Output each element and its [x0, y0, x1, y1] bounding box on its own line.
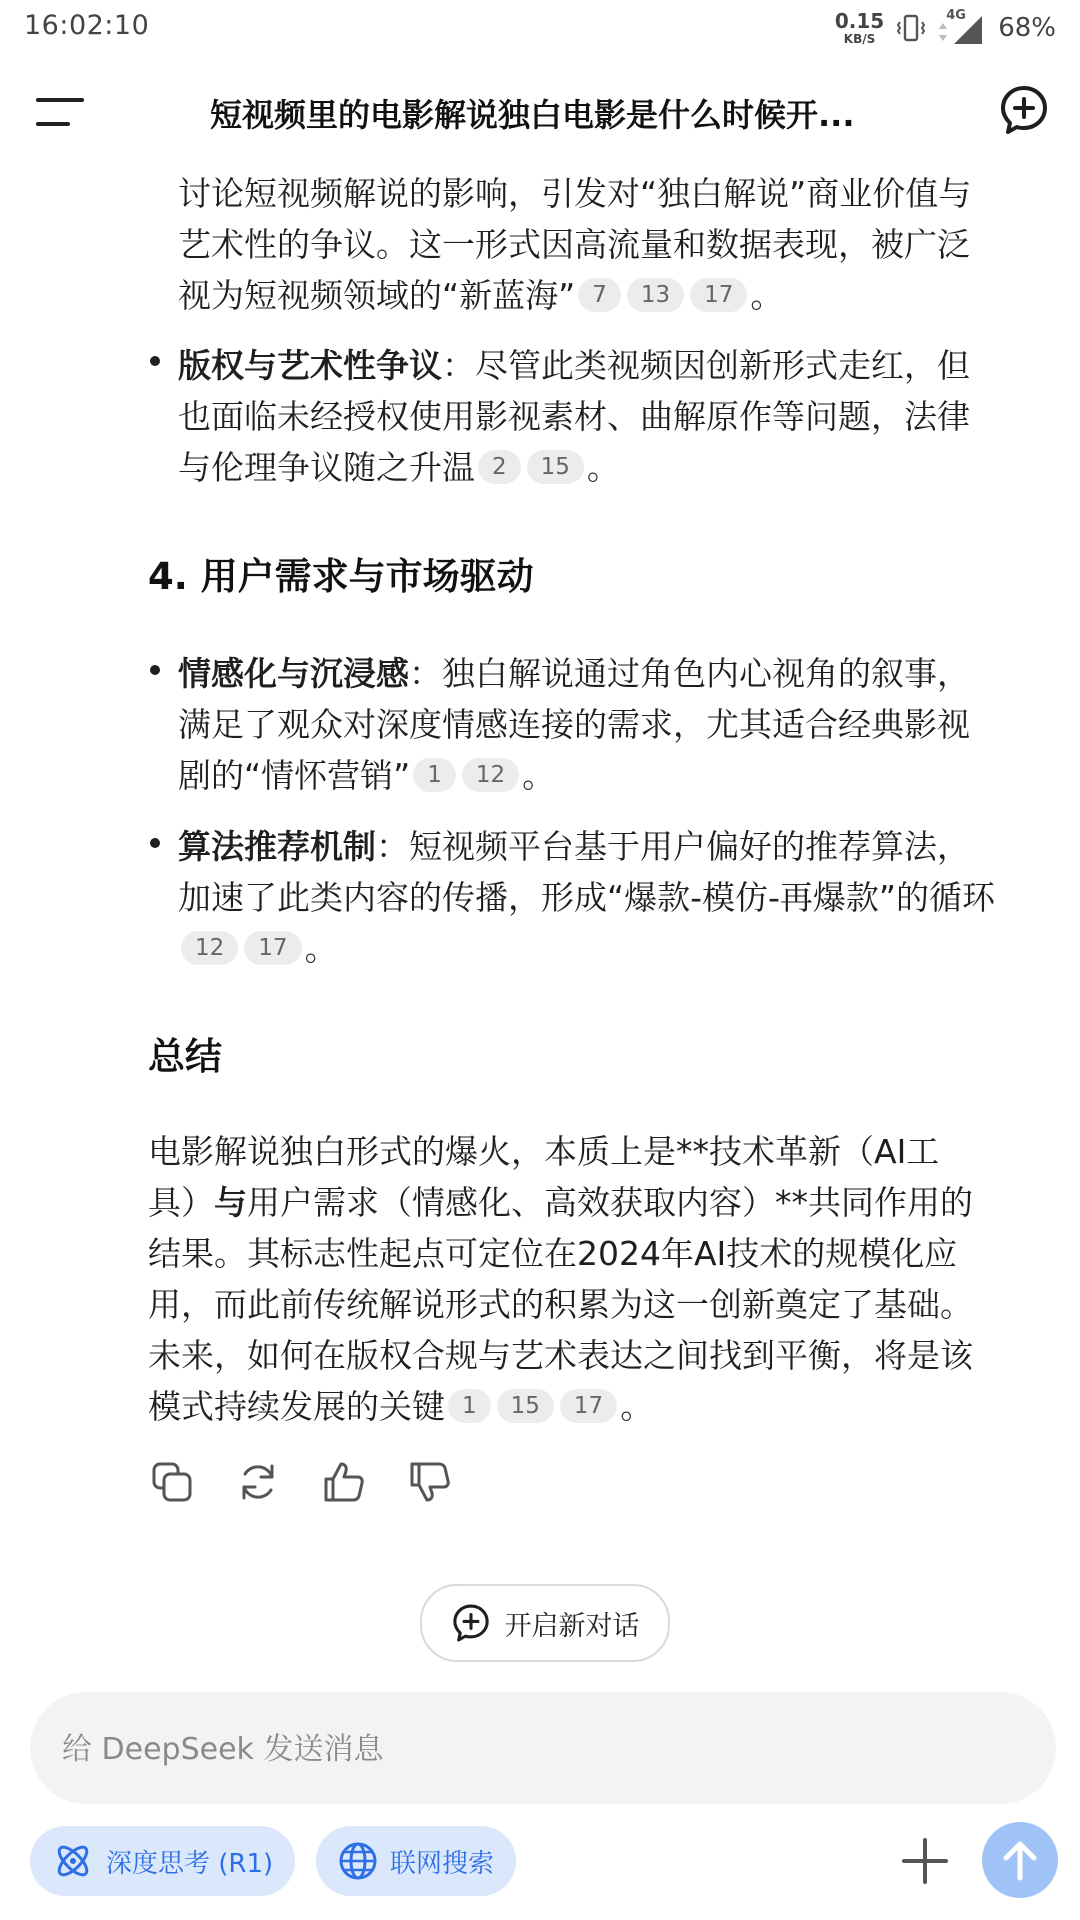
summary-line-3: 结果。其标志性起点可定位在2024年AI技术的规模化应 [148, 1234, 958, 1273]
bullet-point [150, 356, 164, 370]
cell-signal [938, 10, 984, 46]
arrow-up-icon [998, 1838, 1042, 1882]
thumbs-down-icon[interactable] [408, 1460, 452, 1504]
citation-badge[interactable]: 17 [690, 278, 747, 312]
citation-badge[interactable]: 7 [578, 278, 621, 312]
summary-line-5: 未来，如何在版权合规与艺术表达之间找到平衡，将是该 [148, 1336, 973, 1375]
citation-badge[interactable]: 17 [560, 1389, 617, 1423]
data-arrows-icon [938, 22, 948, 42]
bullet-point [150, 665, 164, 679]
bullet-title: 版权与艺术性争议 [178, 346, 442, 385]
intro-line-2: 艺术性的争议。这一形式因高流量和数据表现，被广泛 [178, 225, 970, 264]
net-speed [835, 11, 884, 45]
net-speed-unit: KB/S [843, 32, 876, 46]
summary-line-1: 电影解说独白形式的爆火，本质上是**技术革新（AI工 [148, 1132, 940, 1171]
message-input-container [30, 1692, 1056, 1804]
summary-line-4: 用，而此前传统解说形式的积累为这一创新奠定了基础。 [148, 1285, 973, 1324]
globe-icon [338, 1841, 378, 1881]
net-speed-value: 0.15 [834, 9, 885, 33]
status-icons [835, 8, 1056, 48]
summary-heading: 总结 [148, 1035, 222, 1078]
message-actions [150, 1460, 452, 1504]
status-time: 16:02:10 [24, 10, 150, 41]
new-conversation-label: 开启新对话 [504, 1610, 640, 1642]
web-search-label: 联网搜索 [390, 1848, 495, 1879]
citation-badge[interactable]: 17 [244, 931, 301, 965]
new-conversation-button[interactable] [420, 1584, 670, 1662]
citation-badge[interactable]: 1 [413, 758, 456, 792]
citation-badge[interactable]: 1 [448, 1389, 491, 1423]
bullet-algorithm-line-2: 加速了此类内容的传播，形成“爆款-模仿-再爆款”的循环 [178, 878, 996, 917]
intro-line-1: 讨论短视频解说的影响，引发对“独白解说”商业价值与 [178, 174, 972, 213]
bullet-copyright-line-3: 与伦理争议随之升温 2 15 。 [178, 448, 620, 487]
citation-badge[interactable]: 2 [478, 450, 521, 484]
citation-badge[interactable]: 15 [527, 450, 584, 484]
bullet-point [150, 838, 164, 852]
citation-badge[interactable]: 12 [181, 931, 238, 965]
app-header [0, 62, 1080, 162]
deep-think-label: 深度思考 (R1) [106, 1848, 274, 1879]
network-type: 4G [946, 8, 966, 23]
atom-icon [52, 1840, 94, 1882]
new-chat-icon [451, 1603, 491, 1643]
bullet-algorithm-line-1: 算法推荐机制：短视频平台基于用户偏好的推荐算法， [178, 827, 970, 866]
citation-badge[interactable]: 12 [462, 758, 519, 792]
new-chat-icon[interactable] [998, 84, 1050, 136]
bullet-title: 算法推荐机制 [178, 827, 376, 866]
bullet-copyright-line-2: 也面临未经授权使用影视素材、曲解原作等问题，法律 [178, 397, 970, 436]
vibrate-icon [894, 11, 928, 45]
web-search-toggle[interactable] [316, 1826, 516, 1896]
intro-line-3: 视为短视频领域的“新蓝海” 7 13 17 。 [178, 276, 784, 315]
conversation-title: 短视频里的电影解说独白电影是什么时候开... [210, 96, 855, 134]
bullet-copyright-line-1: 版权与艺术性争议：尽管此类视频因创新形式走红，但 [178, 346, 970, 385]
summary-line-2: 具）与用户需求（情感化、高效获取内容）**共同作用的 [148, 1183, 973, 1222]
citation-badge[interactable]: 15 [497, 1389, 554, 1423]
bullet-algorithm-line-3: 12 17 。 [178, 923, 338, 974]
copy-icon[interactable] [150, 1460, 194, 1504]
section-heading: 4. 用户需求与市场驱动 [148, 555, 534, 598]
status-bar [0, 0, 1080, 58]
bullet-title: 情感化与沉浸感 [178, 654, 409, 693]
regenerate-icon[interactable] [236, 1460, 280, 1504]
bullet-emotion-line-2: 满足了观众对深度情感连接的需求，尤其适合经典影视 [178, 705, 970, 744]
send-button[interactable] [982, 1822, 1058, 1898]
citation-badge[interactable]: 13 [627, 278, 684, 312]
deep-think-toggle[interactable] [30, 1826, 295, 1896]
menu-icon[interactable] [36, 92, 90, 132]
message-input[interactable] [60, 1692, 1024, 1806]
battery-level: 68% [998, 13, 1056, 43]
summary-line-6: 模式持续发展的关键 1 15 17 。 [148, 1387, 654, 1426]
signal-icon [952, 14, 984, 46]
bullet-emotion-line-3: 剧的“情怀营销” 1 12 。 [178, 756, 556, 795]
plus-icon[interactable] [900, 1836, 950, 1886]
bullet-emotion-line-1: 情感化与沉浸感：独白解说通过角色内心视角的叙事， [178, 654, 970, 693]
thumbs-up-icon[interactable] [322, 1460, 366, 1504]
